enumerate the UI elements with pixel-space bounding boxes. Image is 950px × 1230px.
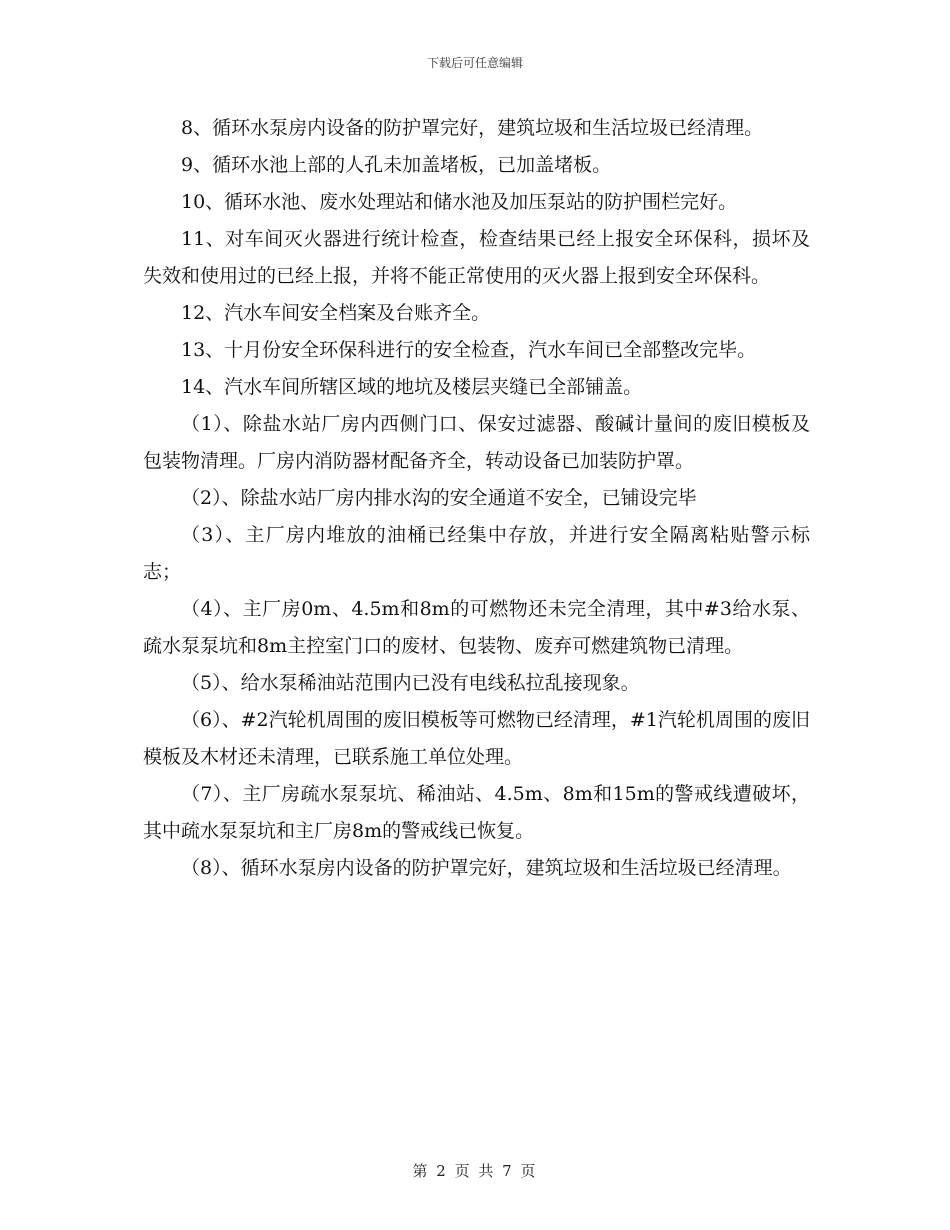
paragraph-9: 9、循环水池上部的人孔未加盖堵板，已加盖堵板。	[181, 154, 612, 176]
sub-item-7: （7）、主厂房疏水泵泵坑、稀油站、4.5m、8m和15m的警戒线遭破坏，其中疏水泵泵坑和主厂房8m的警戒线已恢复。	[143, 783, 810, 842]
sub-item-6: （6）、#2汽轮机周围的废旧模板等可燃物已经清理，#1汽轮机周围的废旧模板及木材还未清理，已联系施工单位处理。	[143, 709, 810, 768]
sub-item-3: （3）、主厂房内堆放的油桶已经集中存放，并进行安全隔离粘贴警示标志；	[143, 524, 810, 583]
paragraph-8: 8、循环水泵房内设备的防护罩完好，建筑垃圾和生活垃圾已经清理。	[181, 117, 764, 139]
sub-item-2: （2）、除盐水站厂房内排水沟的安全通道不安全，已铺设完毕	[181, 487, 697, 509]
page-number: 第 2 页 共 7 页	[412, 1162, 538, 1180]
paragraph-10: 10、循环水池、废水处理站和储水池及加压泵站的防护围栏完好。	[181, 191, 738, 213]
paragraph-13: 13、十月份安全环保科进行的安全检查，汽水车间已全部整改完毕。	[181, 339, 757, 361]
sub-item-8: （8）、循环水泵房内设备的防护罩完好，建筑垃圾和生活垃圾已经清理。	[181, 857, 792, 879]
sub-item-1: （1）、除盐水站厂房内西侧门口、保安过滤器、酸碱计量间的废旧模板及包装物清理。厂房内消防器材配备齐全，转动设备已加装防护罩。	[143, 413, 810, 472]
sub-item-4: （4）、主厂房0m、4.5m和8m的可燃物还未完全清理，其中#3给水泵、疏水泵泵坑和8m主控室门口的废材、包装物、废弃可燃建筑物已清理。	[143, 598, 810, 657]
page-header: 下载后可任意编辑	[426, 56, 523, 70]
paragraph-12: 12、汽水车间安全档案及台账齐全。	[181, 302, 491, 324]
paragraph-14: 14、汽水车间所辖区域的地坑及楼层夹缝已全部铺盖。	[181, 376, 643, 398]
document-body	[143, 110, 810, 887]
sub-item-5: （5）、给水泵稀油站范围内已没有电线私拉乱接现象。	[181, 672, 640, 694]
paragraph-11: 11、对车间灭火器进行统计检查，检查结果已经上报安全环保科，损坏及失效和使用过的已经上报，并将不能正常使用的灭火器上报到安全环保科。	[143, 228, 810, 287]
